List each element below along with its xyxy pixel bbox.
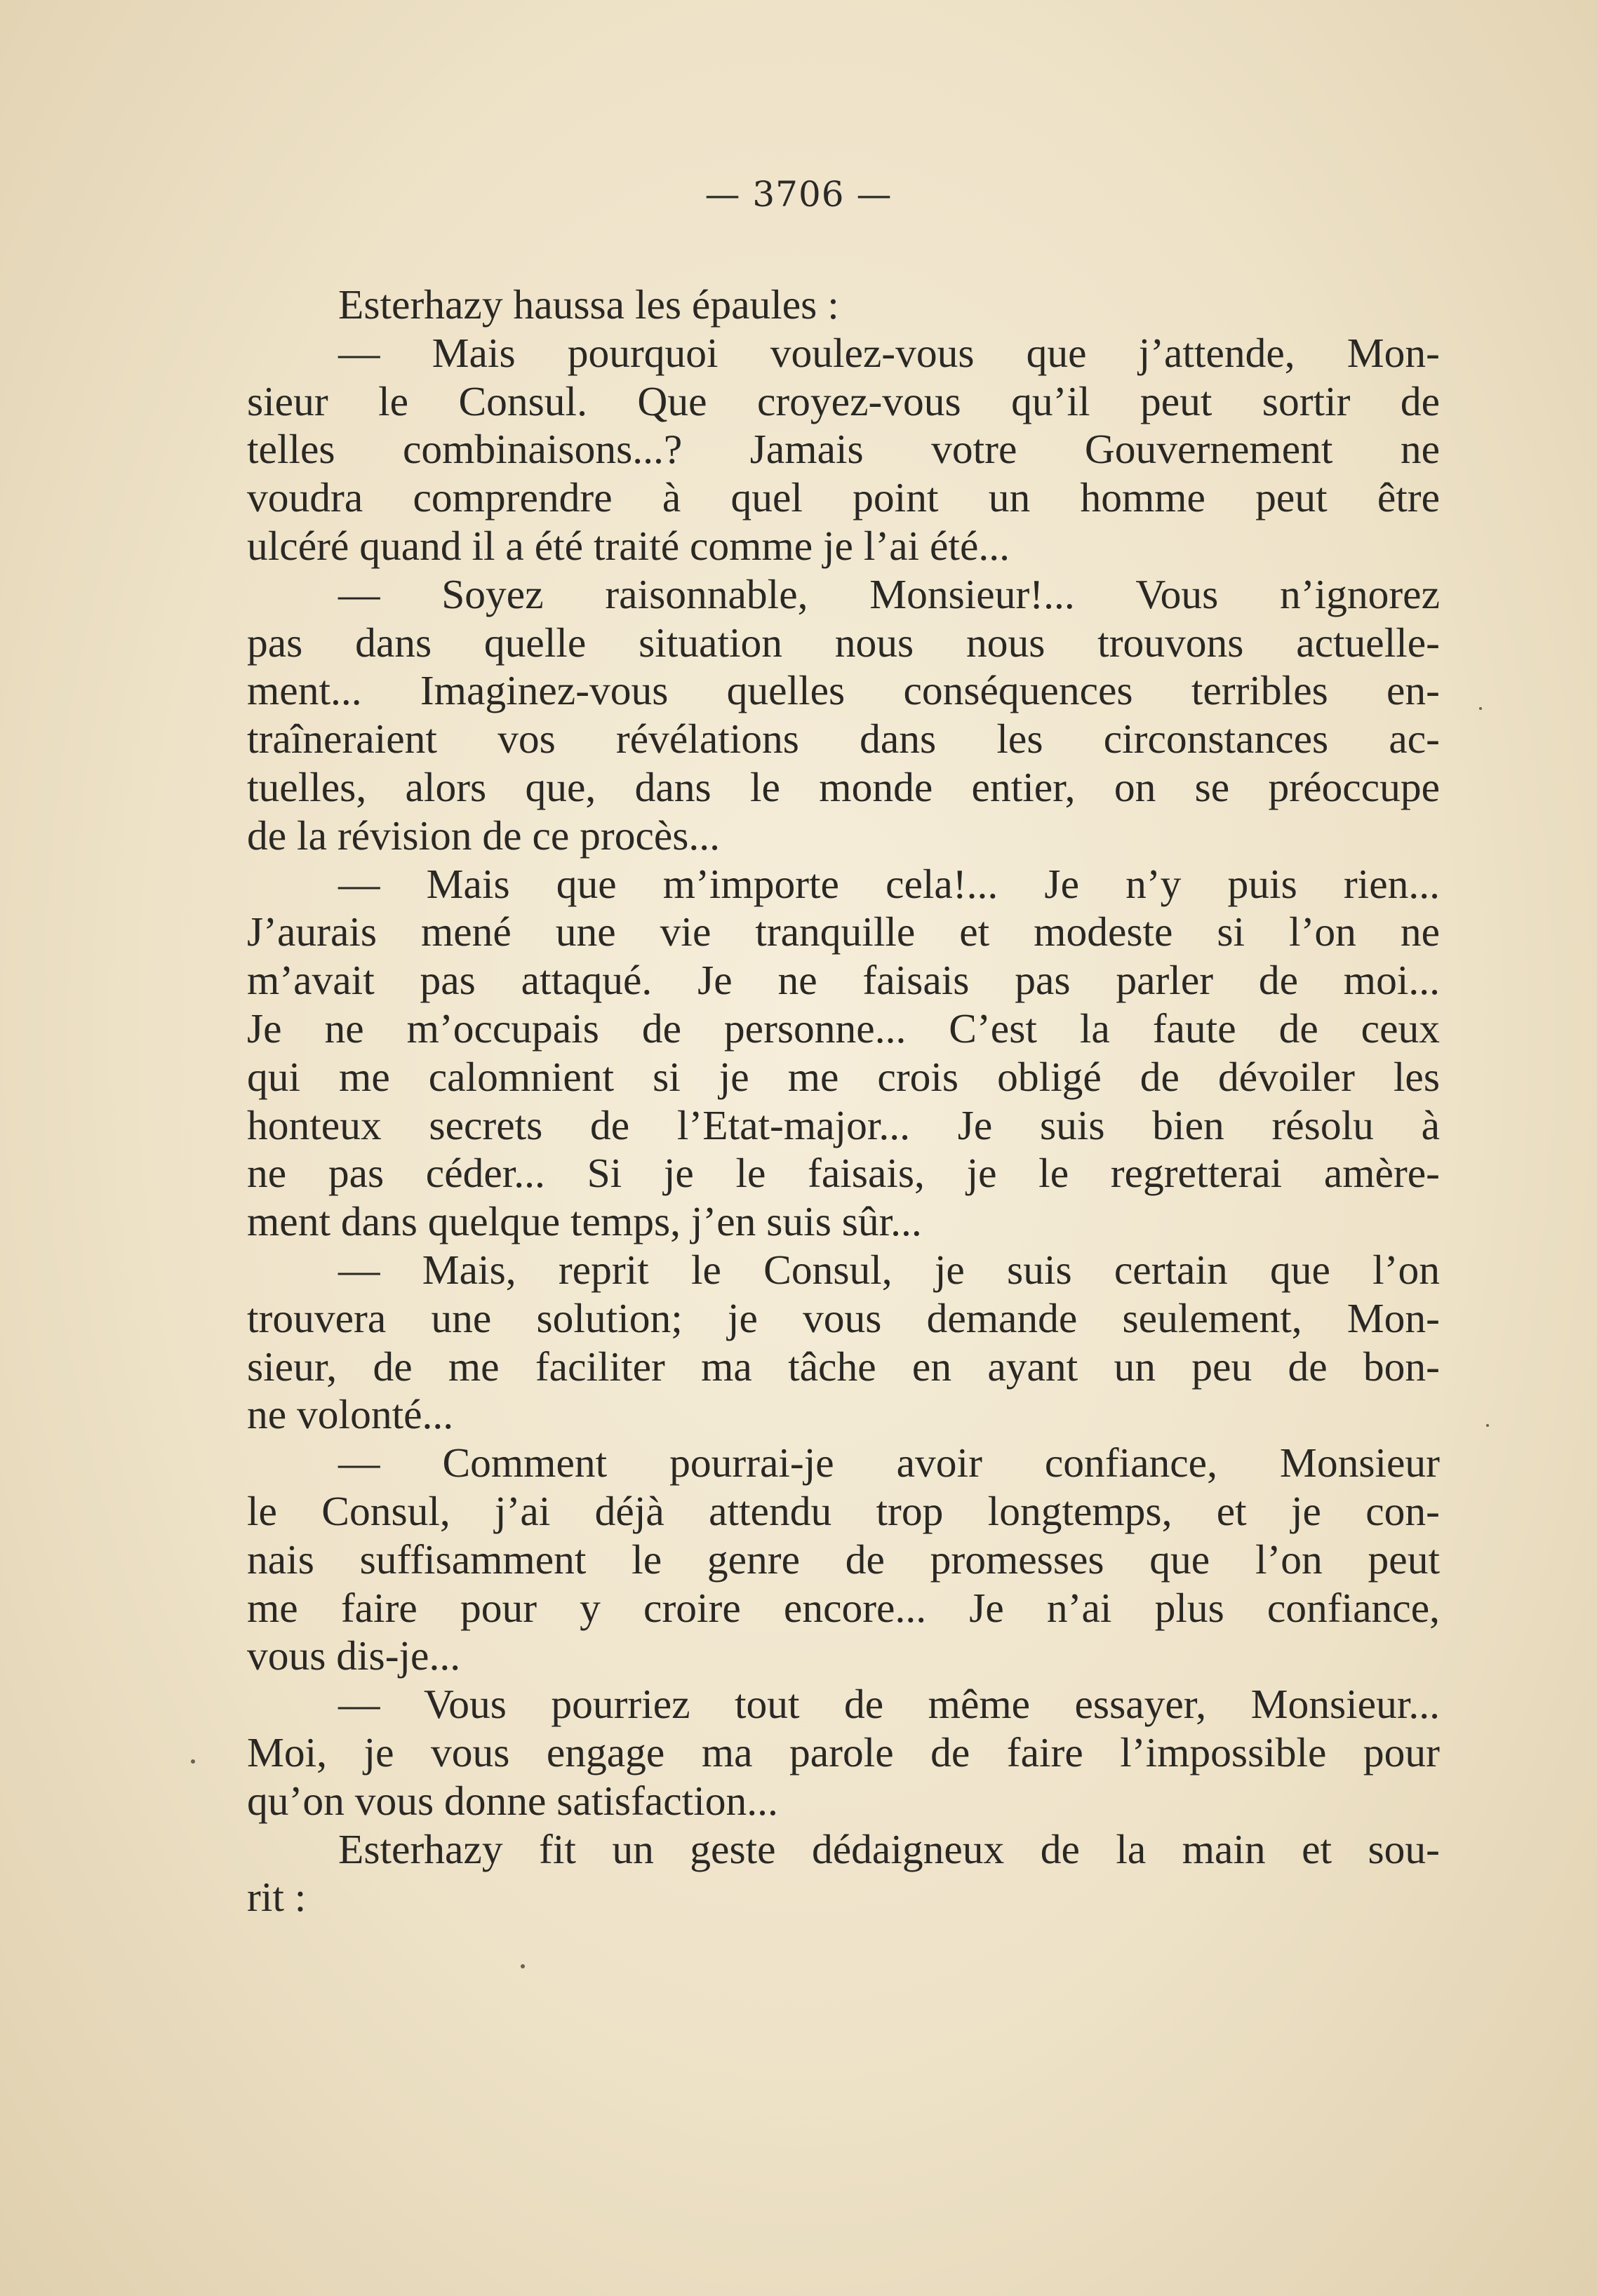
text-line: vous dis-je...: [247, 1632, 461, 1679]
text-line: sieur le Consul. Que croyez-vous qu’il peut sortir de: [247, 377, 1440, 424]
text-line: ne pas céder... Si je le faisais, je le regretterai amère-: [247, 1150, 1440, 1197]
text-line: — Comment pourrai-je avoir confiance, Monsieur: [338, 1439, 1440, 1486]
text-line: ment dans quelque temps, j’en suis sûr...: [247, 1198, 922, 1245]
page-body-text: [247, 281, 1440, 1921]
text-line: nais suffisamment le genre de promesses que l’on peut: [247, 1536, 1440, 1583]
text-line: me faire pour y croire encore... Je n’ai plus confiance,: [247, 1584, 1440, 1631]
text-line: — Vous pourriez tout de même essayer, Monsieur...: [338, 1681, 1440, 1728]
text-line: sieur, de me faciliter ma tâche en ayant un peu de bon-: [247, 1343, 1440, 1390]
text-line: — Mais, reprit le Consul, je suis certain que l’on: [338, 1246, 1440, 1293]
text-line: voudra comprendre à quel point un homme peut être: [247, 474, 1440, 521]
text-line: rit :: [247, 1874, 307, 1921]
ink-speck: [191, 1759, 195, 1764]
text-line: qu’on vous donne satisfaction...: [247, 1777, 778, 1824]
text-line: ulcéré quand il a été traité comme je l’ai été...: [247, 522, 1010, 569]
text-line: trouvera une solution; je vous demande seulement, Mon-: [247, 1294, 1440, 1341]
text-line: qui me calomnient si je me crois obligé de dévoiler les: [247, 1053, 1440, 1100]
page-number-header: — 3706 —: [704, 174, 893, 215]
text-line: ment... Imaginez-vous quelles conséquences terribles en-: [247, 667, 1440, 714]
text-line: de la révision de ce procès...: [247, 812, 721, 859]
text-line: m’avait pas attaqué. Je ne faisais pas parler de moi...: [247, 957, 1440, 1004]
text-line: Moi, je vous engage ma parole de faire l’impossible pour: [247, 1728, 1440, 1775]
text-line: pas dans quelle situation nous nous trouvons actuelle-: [247, 619, 1440, 666]
text-line: — Mais que m’importe cela!... Je n’y puis rien...: [338, 860, 1440, 907]
text-line: — Soyez raisonnable, Monsieur!... Vous n’ignorez: [338, 570, 1440, 617]
text-line: le Consul, j’ai déjà attendu trop longtemps, et je con-: [247, 1487, 1440, 1534]
text-line: traîneraient vos révélations dans les circonstances ac-: [247, 716, 1440, 763]
text-line: telles combinaisons...? Jamais votre Gouvernement ne: [247, 426, 1440, 473]
text-line: honteux secrets de l’Etat-major... Je suis bien résolu à: [247, 1101, 1440, 1148]
text-line: J’aurais mené une vie tranquille et modeste si l’on ne: [247, 908, 1440, 955]
ink-speck: [1486, 1424, 1489, 1427]
ink-speck: [521, 1964, 525, 1968]
text-line: Esterhazy haussa les épaules :: [338, 281, 839, 328]
text-line: tuelles, alors que, dans le monde entier, on se préoccupe: [247, 763, 1440, 810]
text-line: — Mais pourquoi voulez-vous que j’attende, Mon-: [338, 329, 1440, 376]
text-line: Esterhazy fit un geste dédaigneux de la main et sou-: [338, 1825, 1440, 1872]
text-line: ne volonté...: [247, 1391, 454, 1438]
ink-speck: [1479, 707, 1482, 710]
text-line: Je ne m’occupais de personne... C’est la faute de ceux: [247, 1005, 1440, 1052]
